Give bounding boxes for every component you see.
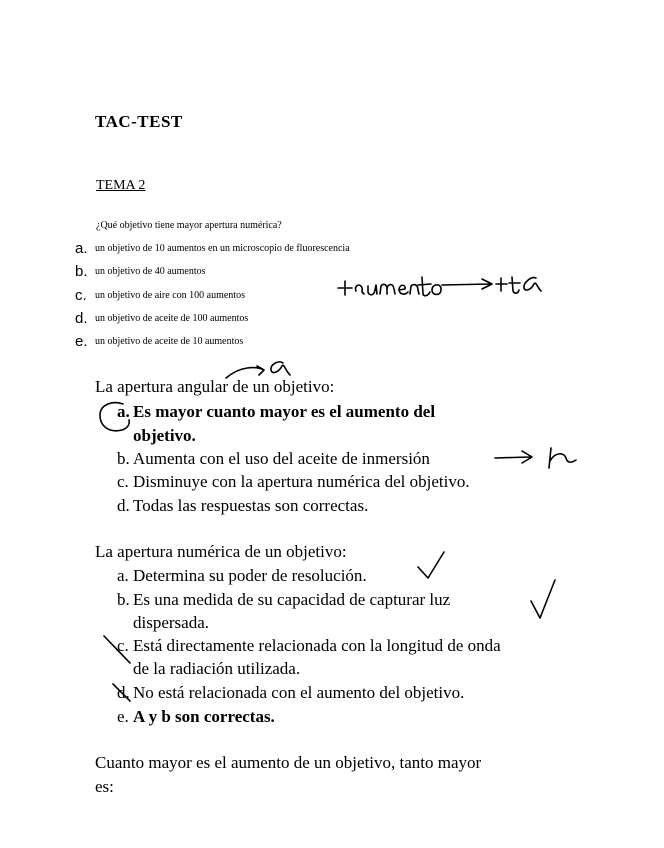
option-text: un objetivo de aceite de 10 aumentos (95, 336, 244, 347)
option-text-continued: objetivo. (133, 426, 196, 445)
handwritten-alpha-note (226, 362, 290, 378)
option-letter: a. (75, 240, 88, 257)
handwritten-check-mark (418, 552, 444, 578)
option-letter: a. (117, 566, 129, 585)
question-2-prompt: La apertura angular de un objetivo: (95, 377, 335, 396)
option-letter: e. (75, 333, 88, 350)
option-text: Es una medida de su capacidad de capturar luz (133, 590, 451, 609)
option-letter: b. (117, 449, 130, 468)
question-4-prompt-continued: es: (95, 777, 114, 796)
option-text: Determina su poder de resolución. (133, 566, 367, 585)
option-text: Aumenta con el uso del aceite de inmersión (133, 449, 430, 468)
option-text-continued: dispersada. (133, 613, 210, 632)
option-text: un objetivo de 40 aumentos (95, 266, 206, 277)
question-4-prompt: Cuanto mayor es el aumento de un objetivo, tanto mayor (95, 753, 482, 772)
option-letter: b. (75, 263, 88, 280)
option-letter: b. (117, 590, 130, 609)
question-3-prompt: La apertura numérica de un objetivo: (95, 542, 347, 561)
option-text: un objetivo de aire con 100 aumentos (95, 290, 245, 301)
option-text: un objetivo de 10 aumentos en un microscopio de fluorescencia (95, 243, 350, 254)
option-text: Todas las respuestas son correctas. (133, 496, 369, 515)
option-letter: d. (75, 310, 88, 327)
option-letter: d. (117, 683, 130, 702)
option-text: No está relacionada con el aumento del objetivo. (133, 683, 465, 702)
option-letter: c. (117, 472, 129, 491)
question-1-prompt: ¿Qué objetivo tiene mayor apertura numérica? (96, 220, 282, 231)
section-heading: TEMA 2 (96, 178, 146, 193)
option-letter: a. (117, 402, 130, 421)
option-text: Está directamente relacionada con la longitud de onda (133, 636, 501, 655)
option-text: A y b son correctas. (133, 707, 275, 726)
option-letter: c. (117, 636, 129, 655)
option-text-continued: de la radiación utilizada. (133, 659, 301, 678)
handwritten-check-mark (531, 580, 555, 618)
document-title: TAC-TEST (95, 112, 183, 131)
option-text: un objetivo de aceite de 100 aumentos (95, 313, 249, 324)
option-letter: d. (117, 496, 130, 515)
option-letter: c. (75, 287, 87, 304)
handwritten-arrow-n (495, 448, 576, 468)
option-letter: e. (117, 707, 129, 726)
handwritten-note-aumento (338, 277, 541, 296)
option-text: Disminuye con la apertura numérica del objetivo. (133, 472, 470, 491)
option-text: Es mayor cuanto mayor es el aumento del (133, 402, 436, 421)
